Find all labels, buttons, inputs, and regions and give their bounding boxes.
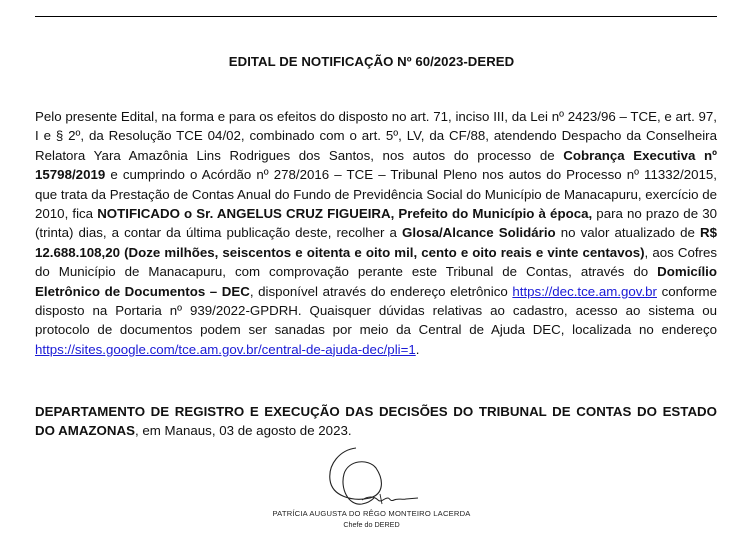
signatory-role: Chefe do DERED	[343, 520, 400, 529]
issuer-footer	[35, 402, 717, 441]
paragraph-text-4: no valor atualizado de	[555, 225, 701, 241]
paragraph-text-2: e cumprindo o Acórdão nº 278/2016 – TCE – Tribunal Pleno nos autos do Processo nº 11332/2015, que trata da Prestação de Contas Anual do Fundo de Previdência Social do Município de Manacapuru, exercício de 2010, fica	[35, 167, 717, 222]
place-date: , em Manaus, 03 de agosto de 2023.	[134, 423, 352, 439]
process-number: Cobrança Executiva nº 15798/2019	[35, 147, 717, 183]
paragraph-text-5: , aos Cofres do Município de Manacapuru, com comprovação perante este Tribunal de Contas, através do	[35, 244, 718, 280]
notification-paragraph	[35, 107, 717, 359]
help-center-link[interactable]: https://sites.google.com/tce.am.gov.br/central-de-ajuda-dec/pli=1	[35, 341, 416, 357]
top-divider	[35, 16, 717, 17]
amount-value: R$ 12.688.108,20 (Doze milhões, seiscentos e oitenta e oito mil, cento e oito reais e vinte centavos)	[35, 225, 718, 260]
document-title: EDITAL DE NOTIFICAÇÃO Nº 60/2023-DERED	[228, 54, 515, 69]
dec-link[interactable]: https://dec.tce.am.gov.br	[512, 283, 657, 299]
department-name: DEPARTAMENTO DE REGISTRO E EXECUÇÃO DAS DECISÕES DO TRIBUNAL DE CONTAS DO ESTADO DO AMAZONAS	[35, 404, 717, 439]
paragraph-text-1: Pelo presente Edital, na forma e para os efeitos do disposto no art. 71, inciso III, da Lei nº 2423/96 – TCE, e art. 97, I e § 2º, da Resolução TCE 04/02, combinado com o art. 5º, LV, da CF/88, atendendo Despacho da Conselheira Relatora Yara Amazônia Lins Rodrigues dos Santos, nos autos do processo de	[35, 109, 717, 163]
signatory-name: PATRÍCIA AUGUSTA DO RÊGO MONTEIRO LACERDA	[272, 509, 471, 518]
dec-label: Domicílio Eletrônico de Documentos – DEC	[35, 264, 717, 299]
notified-person: NOTIFICADO o Sr. ANGELUS CRUZ FIGUEIRA, Prefeito do Município à época,	[97, 206, 593, 222]
glosa-label: Glosa/Alcance Solidário	[402, 225, 556, 241]
paragraph-text-7: conforme disposto na Portaria nº 939/2022-GPDRH. Quaisquer dúvidas relativas ao cadastro, acesso ao sistema ou protocolo de documentos podem ser sanadas por meio da Central de Ajuda DEC, localizada no endereço	[35, 283, 718, 338]
paragraph-text-6: , disponível através do endereço eletrônico	[249, 283, 513, 299]
paragraph-text-8: .	[415, 341, 420, 357]
paragraph-text-3: para no prazo de 30 (trinta) dias, a contar da última publicação deste, recolher a	[35, 206, 718, 241]
handwritten-signature	[318, 440, 428, 510]
